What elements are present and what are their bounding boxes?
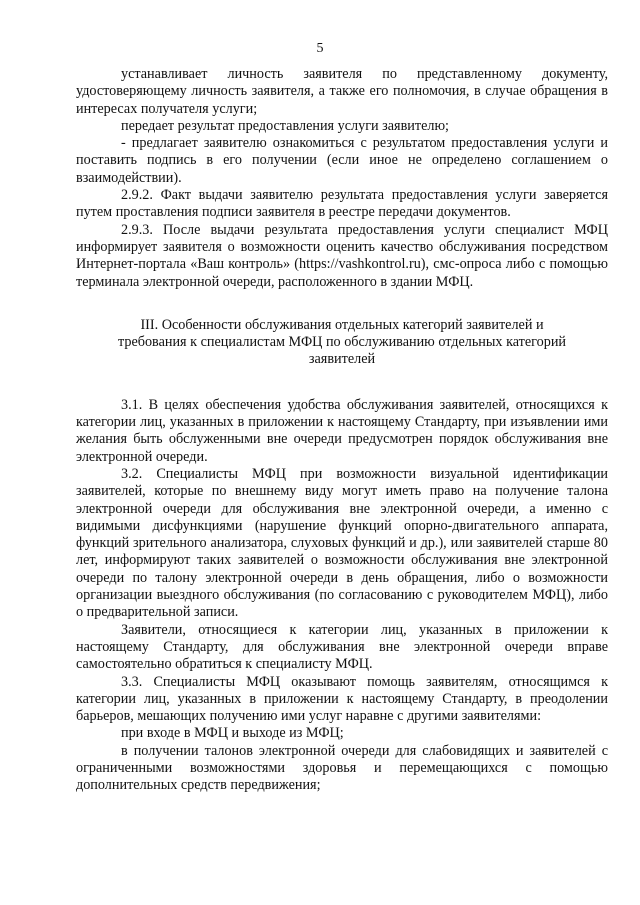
paragraph: Заявители, относящиеся к категории лиц, указанных в приложении к настоящему Стандарту, для обслуживания вне электронной очереди вправе самостоятельно обратиться к специалисту МФЦ. (76, 621, 608, 673)
paragraph: - предлагает заявителю ознакомиться с результатом предоставления услуги и поставить подпись в его получении (если иное не определено соглашением о взаимодействии). (76, 135, 608, 186)
section-heading-line: заявителей (308, 351, 376, 368)
paragraph: передает результат предоставления услуги заявителю; (121, 117, 449, 134)
paragraph: 3.1. В целях обеспечения удобства обслуживания заявителей, относящихся к категории лиц, указанных в приложении к настоящему Стандарту, при изъявлении ими желания быть обслуженными вне очереди предусмотрен порядок обслуживания вне электронной очереди. (76, 396, 608, 465)
document-body (76, 66, 608, 795)
section-heading-line: требования к специалистам МФЦ по обслуживанию отдельных категорий (117, 334, 567, 351)
section-heading (76, 317, 608, 369)
paragraph: при входе в МФЦ и выходе из МФЦ; (121, 725, 344, 742)
page-number: 5 (316, 41, 324, 56)
paragraph: устанавливает личность заявителя по представленному документу, удостоверяющему личность заявителя, а также его полномочия, в случае обращения в интересах получателя услуги; (76, 66, 608, 117)
paragraph: 3.3. Специалисты МФЦ оказывают помощь заявителям, относящимся к категории лиц, указанных в приложении к настоящему Стандарту, в преодолении барьеров, мешающих получению ими услуг наравне с другими заявителями: (76, 673, 608, 725)
section-heading-line: III. Особенности обслуживания отдельных категорий заявителей и (140, 316, 544, 333)
paragraph: 3.2. Специалисты МФЦ при возможности визуальной идентификации заявителей, которые по внешнему виду могут иметь право на получение талона электронной очереди для обслуживания вне электронной очереди, а именно с видимыми дисфункциями (нарушение функций опорно-двигательного аппарата, функций зрительного анализатора, слуховых функций и др.), или заявителей старше 80 лет, информируют таких заявителей о возможности обслуживания вне электронной очереди по талону электронной очереди в день обращения, либо о возможности организации выездного обслуживания (по согласованию с руководителем МФЦ), либо о предварительной записи. (76, 465, 608, 621)
paragraph: 2.9.2. Факт выдачи заявителю результата предоставления услуги заверяется путем проставления подписи заявителя в реестре передачи документов. (76, 187, 608, 221)
paragraph: в получении талонов электронной очереди для слабовидящих и заявителей с ограниченными возможностями здоровья и перемещающихся с помощью дополнительных средств передвижения; (76, 742, 608, 794)
paragraph: 2.9.3. После выдачи результата предоставления услуги специалист МФЦ информирует заявителя о возможности оценить качество обслуживания посредством Интернет-портала «Ваш контроль» (https://vashkontrol.ru), смс-опроса либо с помощью терминала электронной очереди, расположенного в здании МФЦ. (76, 221, 608, 290)
